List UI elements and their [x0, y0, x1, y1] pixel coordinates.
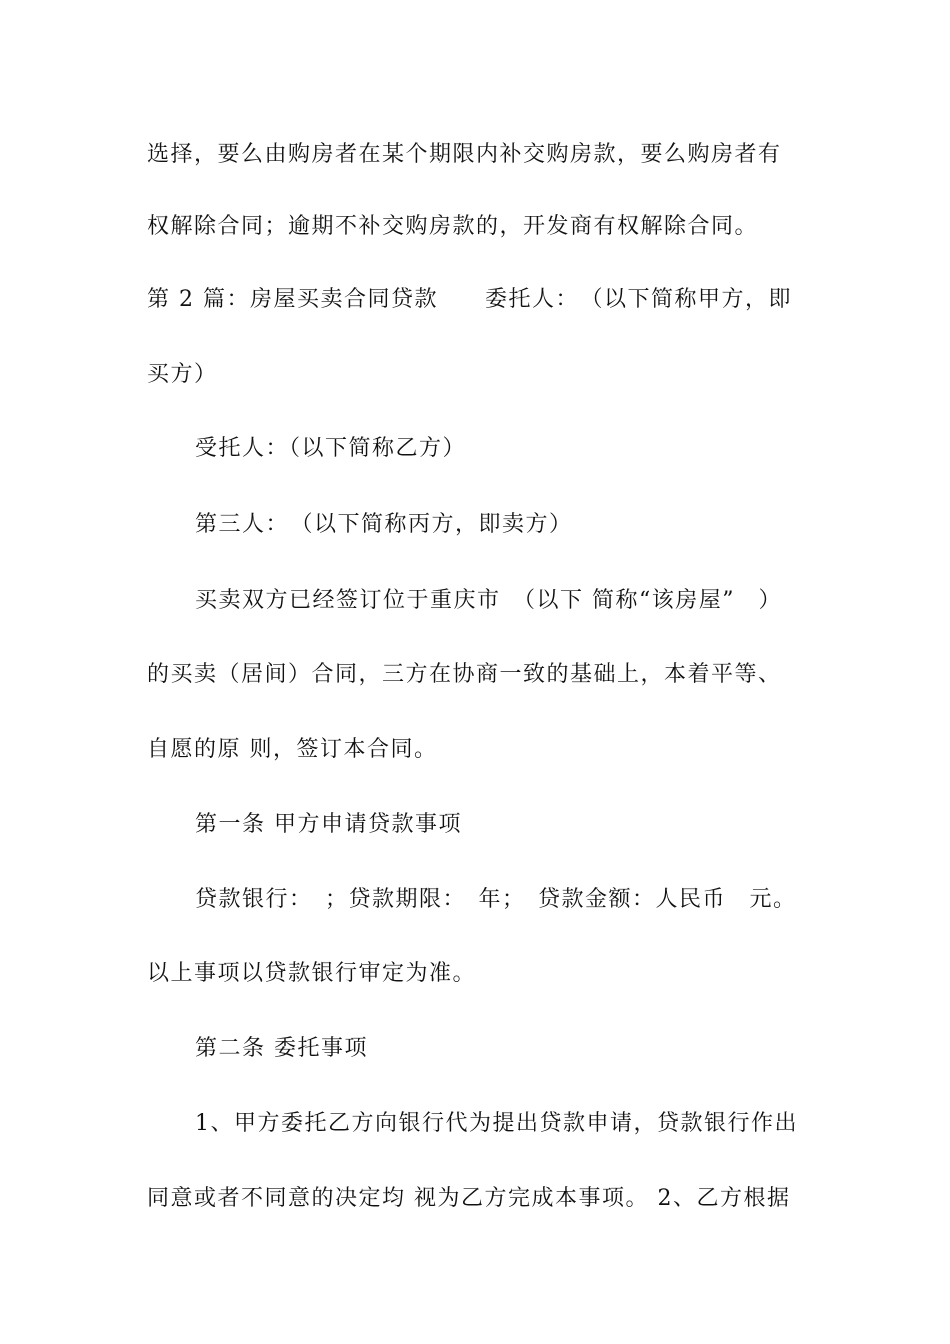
body-text-line-9: 自愿的原 则，签订本合同。	[147, 737, 438, 762]
body-text-line-14: 1、甲方委托乙方向银行代为提出贷款申请，贷款银行作出	[195, 1111, 798, 1136]
section-heading-line: 第 2 篇：房屋买卖合同贷款 委托人： （以下简称甲方，即	[147, 287, 792, 312]
body-text-line-12: 以上事项以贷款银行审定为准。	[147, 961, 477, 986]
body-text-line-4: 买方）	[147, 362, 218, 387]
body-text-line-8: 的买卖（居间）合同，三方在协商一致的基础上，本着平等、	[147, 662, 782, 687]
body-text-line-15: 同意或者不同意的决定均 视为乙方完成本事项。 2、乙方根据	[147, 1186, 791, 1211]
trustee-line: 受托人：（以下简称乙方）	[195, 436, 467, 461]
body-text-line-2: 权解除合同；逾期不补交购房款的，开发商有权解除合同。	[147, 214, 759, 239]
article-one-heading: 第一条 甲方申请贷款事项	[195, 812, 462, 837]
body-text-line-7: 买卖双方已经签订位于重庆市 （以下 简称“该房屋” ）	[195, 588, 782, 613]
third-party-line: 第三人： （以下简称丙方，即卖方）	[195, 512, 573, 537]
loan-details-line: 贷款银行： ；贷款期限： 年； 贷款金额：人民币 元。	[195, 887, 797, 912]
body-text-line-1: 选择，要么由购房者在某个期限内补交购房款，要么购房者有	[147, 142, 782, 167]
article-two-heading: 第二条 委托事项	[195, 1036, 368, 1061]
